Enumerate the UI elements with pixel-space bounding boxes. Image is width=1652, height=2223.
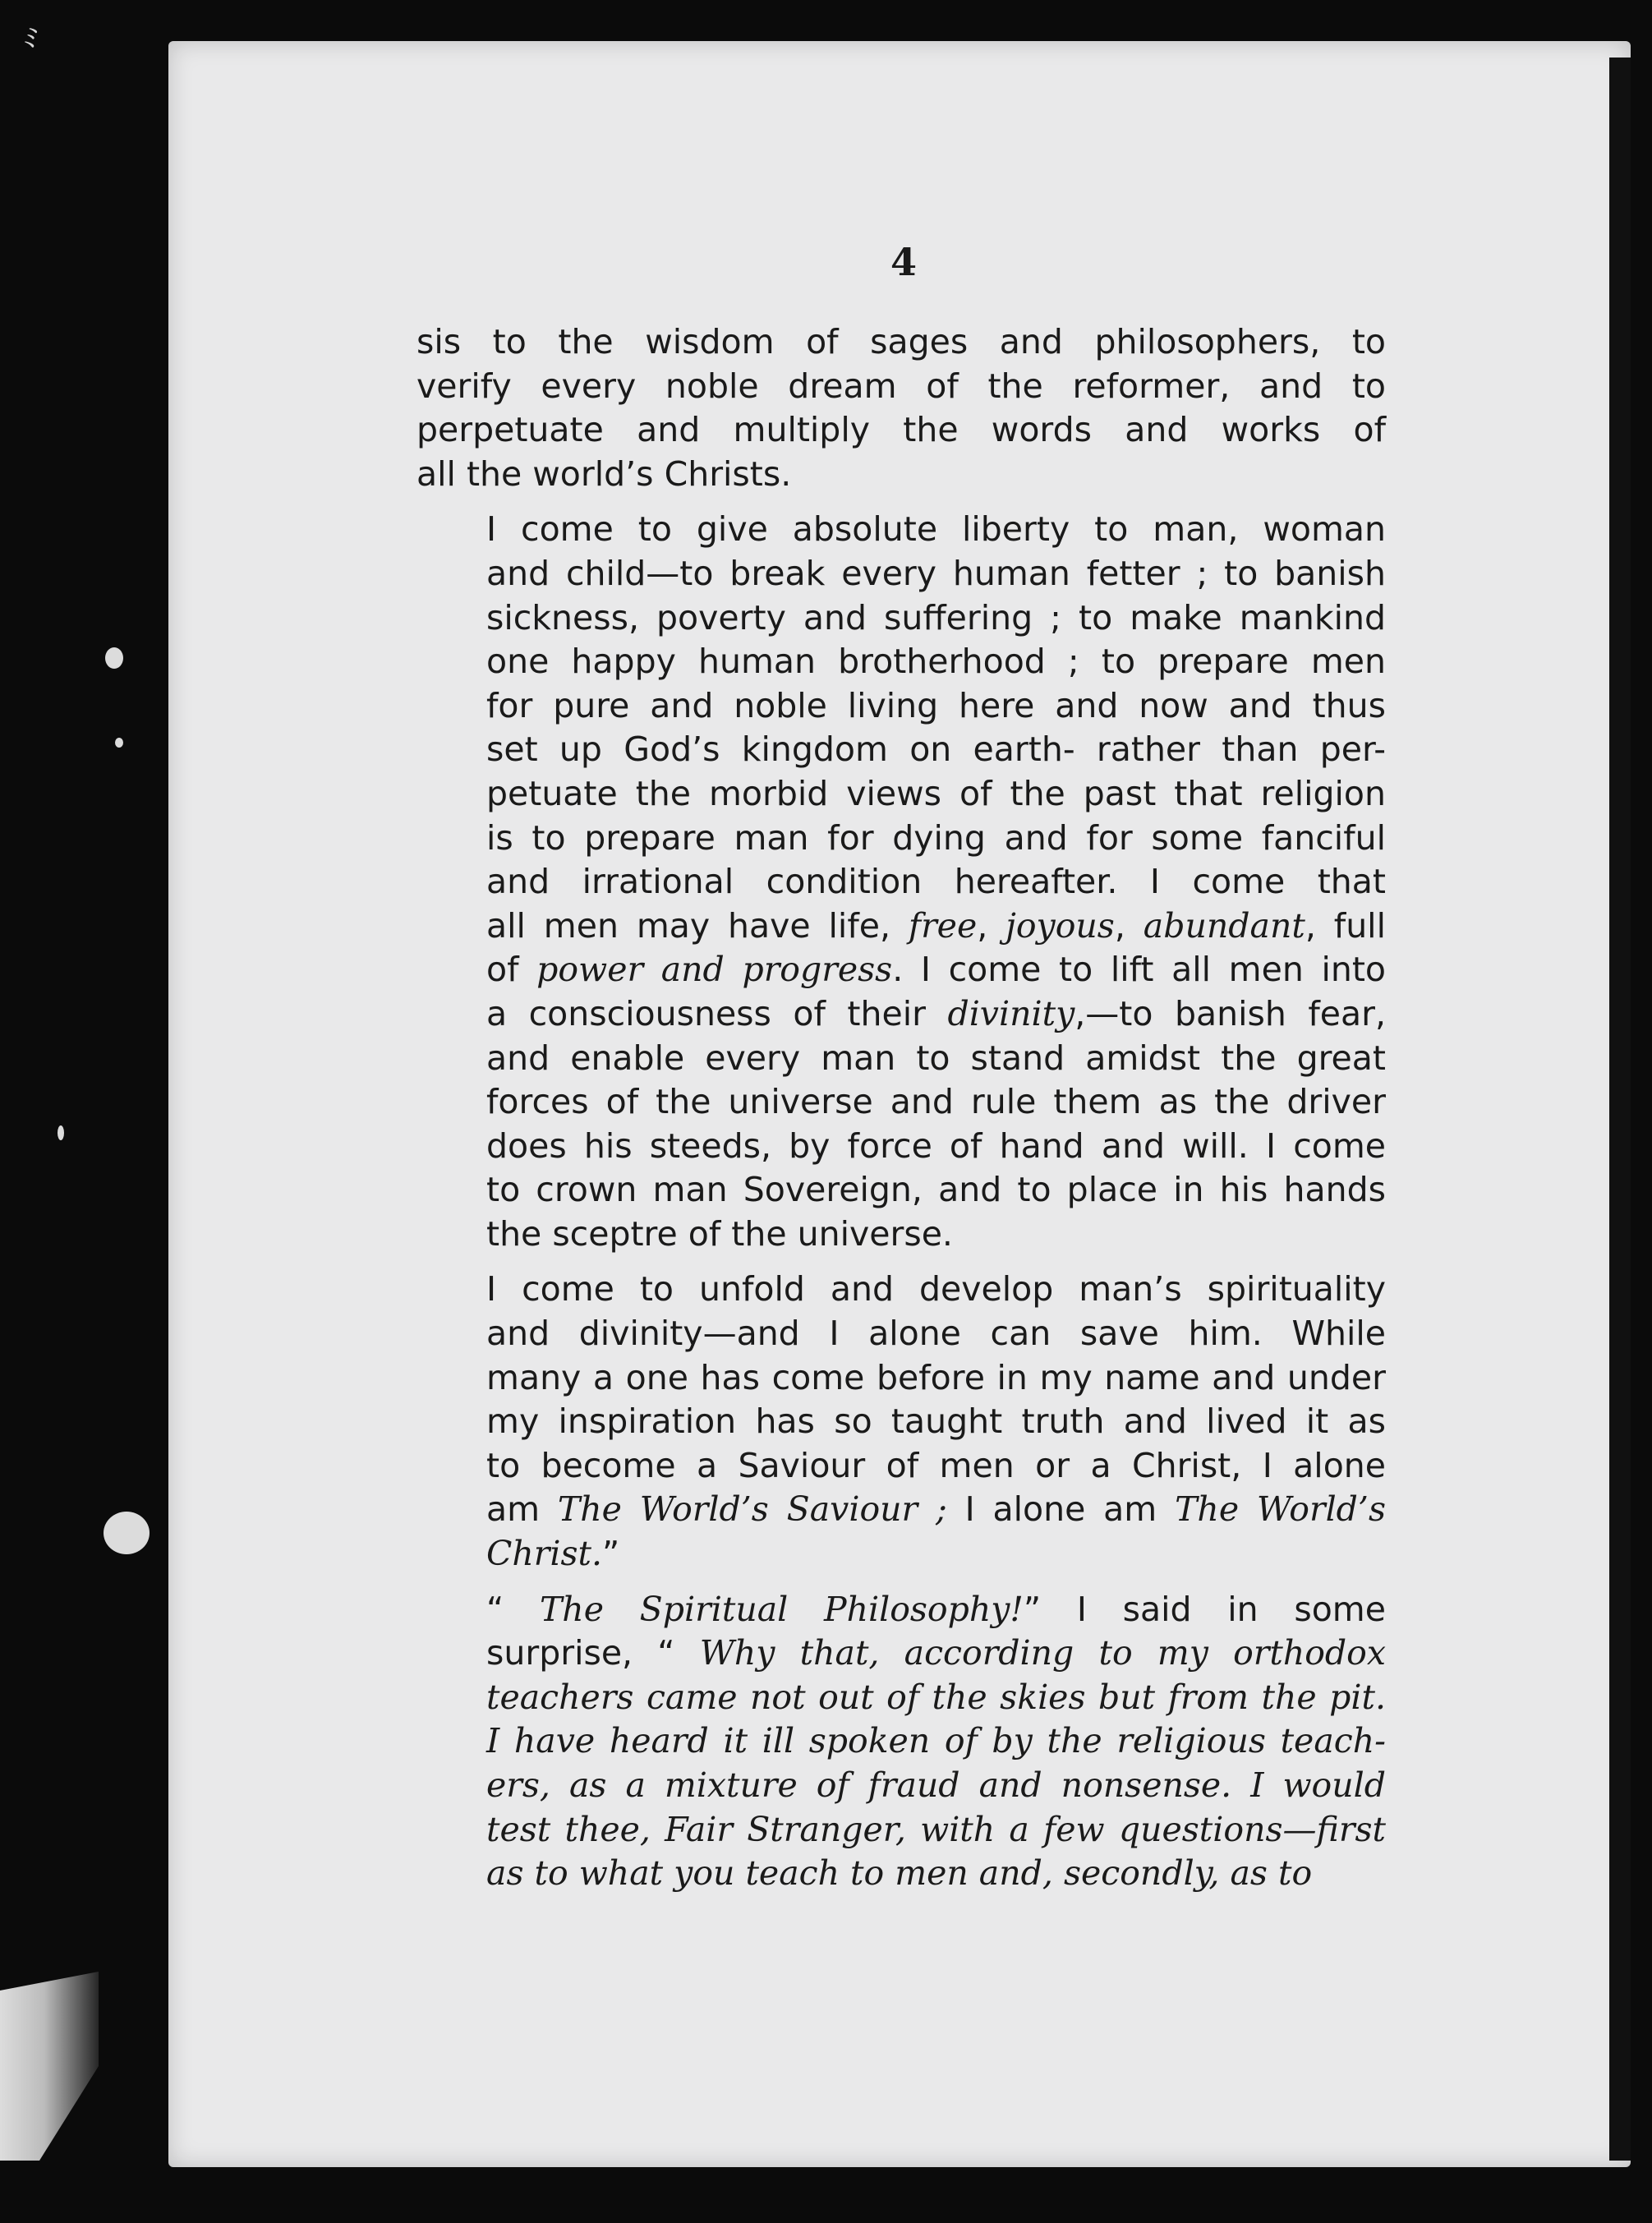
text-line — [416, 1588, 1386, 1632]
text-run: . I come to lift all men into — [892, 950, 1386, 990]
text-line — [416, 1444, 1386, 1489]
text-line — [416, 992, 1386, 1037]
text-line — [416, 453, 1386, 497]
text-run: am — [486, 1489, 558, 1530]
text-run: I come to give absolute liberty to man, woman — [486, 509, 1386, 550]
text-run: , — [977, 905, 1006, 946]
dust-speck — [58, 1125, 64, 1140]
text-line — [416, 904, 1386, 949]
text-run: ” — [602, 1534, 620, 1574]
scan-corner-mark: ﾐ — [21, 22, 35, 55]
text-run: forces of the universe and rule them as the driver — [486, 1082, 1386, 1122]
page-body-text — [416, 320, 1386, 1908]
text-line — [416, 817, 1386, 861]
italic-text: test thee, Fair Stranger, with a few questions—first — [486, 1809, 1386, 1849]
text-line — [416, 1213, 1386, 1257]
text-run: all men may have life, — [486, 905, 909, 946]
text-run: I alone am — [946, 1489, 1176, 1530]
italic-text: The World’s — [1175, 1489, 1386, 1530]
paragraph — [416, 320, 1386, 496]
text-line — [416, 552, 1386, 596]
italic-text: The Spiritual Philosophy! — [539, 1589, 1024, 1629]
dust-speck — [105, 647, 123, 669]
italic-text: divinity — [947, 993, 1075, 1033]
text-run: and irrational condition hereafter. I come that — [486, 862, 1386, 902]
italic-text: power and progress — [536, 950, 893, 990]
text-run: and child—to break every human fetter ; to banish — [486, 553, 1386, 593]
dust-speck — [104, 1512, 150, 1554]
scan-edge-highlight — [0, 1972, 99, 2161]
text-run: and enable every man to stand amidst the great — [486, 1038, 1386, 1078]
text-line — [416, 320, 1386, 365]
italic-text: I have heard it ill spoken of by the religious teach- — [486, 1721, 1386, 1761]
text-line — [416, 408, 1386, 453]
text-run: I come to unfold and develop man’s spirituality — [486, 1269, 1386, 1309]
text-line — [416, 1168, 1386, 1213]
text-run: a consciousness of their — [486, 993, 948, 1033]
text-line — [416, 640, 1386, 684]
page-binding-shadow — [1609, 58, 1631, 2161]
text-run: one happy human brotherhood ; to prepare men — [486, 642, 1386, 682]
text-line — [416, 1719, 1386, 1764]
text-line — [416, 1400, 1386, 1444]
text-line — [416, 728, 1386, 772]
italic-text: The World’s Saviour ; — [557, 1489, 947, 1530]
text-run: “ — [486, 1589, 540, 1629]
text-line — [416, 1125, 1386, 1169]
dust-speck — [115, 738, 123, 748]
paragraph — [416, 1588, 1386, 1896]
text-line — [416, 1356, 1386, 1401]
italic-text: teachers came not out of the skies but from the pit. — [486, 1677, 1386, 1717]
italic-text: free — [908, 905, 978, 946]
text-line — [416, 860, 1386, 904]
page-number: 4 — [890, 240, 917, 284]
text-run: does his steeds, by force of hand and will. I come — [486, 1125, 1386, 1166]
italic-text: joyous — [1005, 905, 1115, 946]
text-run: my inspiration has so taught truth and lived it as — [486, 1401, 1386, 1442]
text-line — [416, 772, 1386, 817]
text-line — [416, 948, 1386, 992]
text-line — [416, 596, 1386, 641]
text-run: set up God’s kingdom on earth- rather than per- — [486, 729, 1386, 770]
italic-text: as to what you teach to men and, secondly, as to — [486, 1853, 1313, 1894]
text-run: ” I said in some — [1023, 1589, 1386, 1629]
italic-text: ers, as a mixture of fraud and nonsense. I would — [486, 1765, 1386, 1805]
text-run: , — [1114, 905, 1144, 946]
italic-text: Christ. — [486, 1534, 603, 1574]
text-line — [416, 1268, 1386, 1312]
text-run: many a one has come before in my name and under — [486, 1357, 1386, 1397]
text-run: is to prepare man for dying and for some fanciful — [486, 817, 1386, 858]
text-run: to crown man Sovereign, and to place in his hands — [486, 1170, 1386, 1210]
text-run: , full — [1305, 905, 1386, 946]
text-run: and divinity—and I alone can save him. While — [486, 1314, 1386, 1354]
text-run: verify every noble dream of the reformer, and to — [416, 366, 1386, 406]
italic-text: Why that, according to my orthodox — [699, 1633, 1386, 1673]
text-run: to become a Saviour of men or a Christ, I alone — [486, 1445, 1386, 1485]
text-line — [416, 1037, 1386, 1081]
text-run: of — [486, 950, 537, 990]
text-line — [416, 1488, 1386, 1532]
text-line — [416, 1808, 1386, 1852]
text-run: all the world’s Christs. — [416, 453, 792, 494]
text-line — [416, 1764, 1386, 1808]
text-run: ,—to banish fear, — [1074, 993, 1386, 1033]
text-run: the sceptre of the universe. — [486, 1213, 953, 1254]
text-run: petuate the morbid views of the past that religion — [486, 773, 1386, 813]
text-run: for pure and noble living here and now and thus — [486, 685, 1386, 725]
text-run: perpetuate and multiply the words and works of — [416, 410, 1386, 450]
text-line — [416, 1632, 1386, 1676]
text-run: surprise, “ — [486, 1633, 700, 1673]
text-line — [416, 508, 1386, 552]
text-line — [416, 365, 1386, 409]
text-line — [416, 1312, 1386, 1356]
italic-text: abundant — [1143, 905, 1305, 946]
text-line — [416, 1676, 1386, 1720]
text-line — [416, 1080, 1386, 1125]
paragraph — [416, 508, 1386, 1256]
text-line — [416, 684, 1386, 729]
text-line — [416, 1852, 1386, 1896]
text-line — [416, 1532, 1386, 1576]
text-run: sickness, poverty and suffering ; to make mankind — [486, 597, 1386, 637]
text-run: sis to the wisdom of sages and philosophers, to — [416, 322, 1386, 361]
paragraph — [416, 1268, 1386, 1576]
